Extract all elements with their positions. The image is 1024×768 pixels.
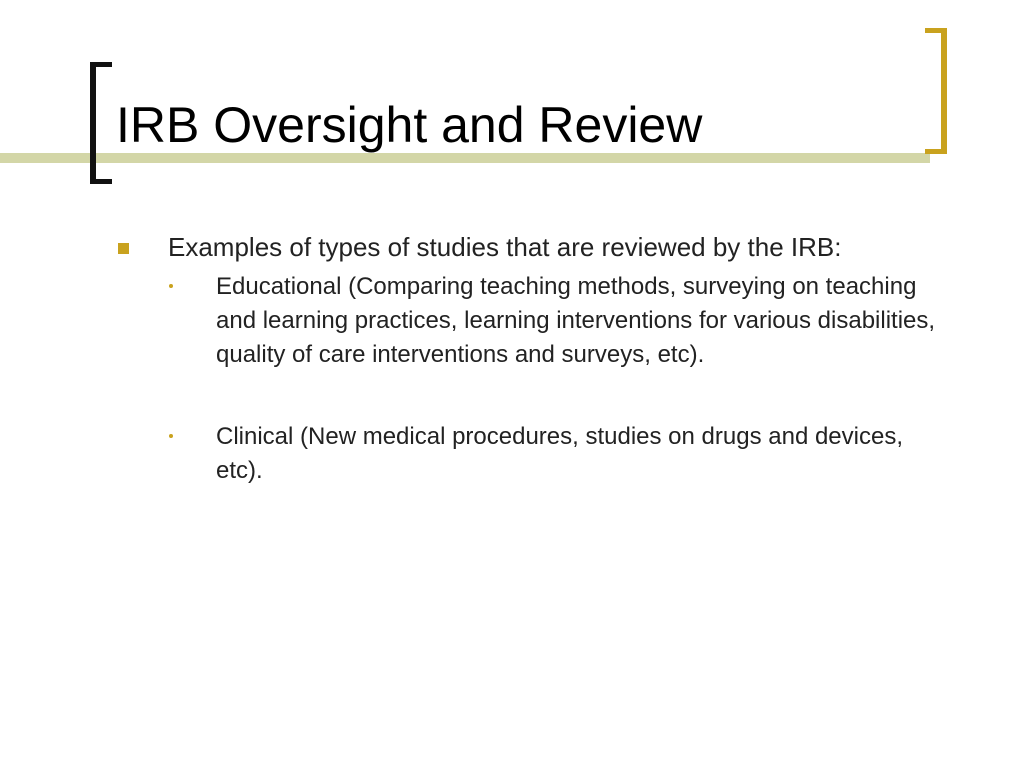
dot-bullet-icon <box>169 284 173 288</box>
left-bracket-decoration <box>90 62 112 184</box>
sub-bullet-item <box>118 420 948 488</box>
slide-body <box>118 229 948 488</box>
right-bracket-decoration <box>925 28 947 154</box>
bullet-text: Examples of types of studies that are reviewed by the IRB: <box>168 232 842 262</box>
sub-bullet-text: Educational (Comparing teaching methods, surveying on teaching and learning practices, learning interventions for various disabilities, quality of care interventions and surveys, etc). <box>216 273 936 368</box>
title-accent-band <box>0 153 930 163</box>
sub-bullet-item <box>118 270 948 372</box>
square-bullet-icon <box>118 243 129 254</box>
dot-bullet-icon <box>169 434 173 438</box>
slide-title: IRB Oversight and Review <box>116 97 703 153</box>
sub-bullet-text: Clinical (New medical procedures, studies on drugs and devices, etc). <box>216 423 903 484</box>
sub-bullet-list <box>118 270 948 488</box>
bullet-item <box>118 229 948 266</box>
